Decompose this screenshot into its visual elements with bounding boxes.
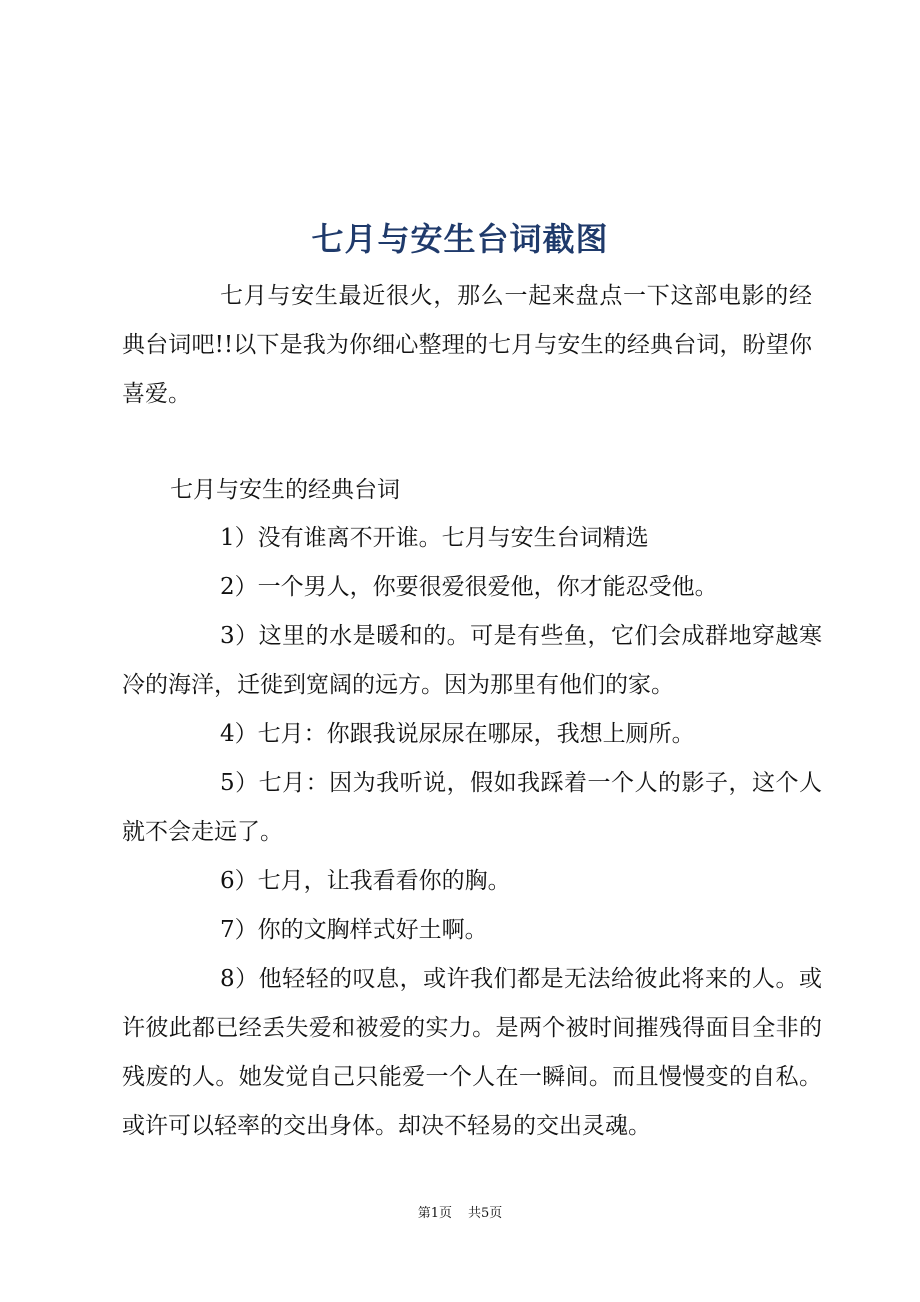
quote-item-7: 7）你的文胸样式好土啊。 <box>220 917 488 943</box>
quote-item-4: 4）七月：你跟我说尿尿在哪尿，我想上厕所。 <box>220 721 695 747</box>
section-heading: 七月与安生的经典台词 <box>170 477 400 503</box>
quote-list <box>122 514 822 1151</box>
intro-paragraph: 七月与安生最近很火，那么一起来盘点一下这部电影的经典台词吧!!以下是我为你细心整理的七月与安生的经典台词，盼望你喜爱。 <box>122 283 812 407</box>
quote-item-5: 5）七月：因为我听说，假如我踩着一个人的影子，这个人就不会走远了。 <box>122 770 822 845</box>
page-number: 第1页 <box>417 1206 452 1221</box>
quote-item-1: 1）没有谁离不开谁。七月与安生台词精选 <box>220 525 649 551</box>
quote-item-2: 2）一个男人，你要很爱很爱他，你才能忍受他。 <box>220 574 718 600</box>
quote-item-3: 3）这里的水是暖和的。可是有些鱼，它们会成群地穿越寒冷的海洋，迁徙到宽阔的远方。因为那里有他们的家。 <box>122 623 822 698</box>
page-total: 共5页 <box>468 1206 503 1221</box>
quote-item-6: 6）七月，让我看看你的胸。 <box>220 868 511 894</box>
page-footer <box>0 1204 920 1224</box>
document-title: 七月与安生台词截图 <box>311 220 609 259</box>
quote-item-8: 8）他轻轻的叹息，或许我们都是无法给彼此将来的人。或许彼此都已经丢失爱和被爱的实力。是两个被时间摧残得面目全非的残废的人。她发觉自己只能爱一个人在一瞬间。而且慢慢变的自私。或许可以轻率的交出身体。却决不轻易的交出灵魂。 <box>122 966 822 1139</box>
